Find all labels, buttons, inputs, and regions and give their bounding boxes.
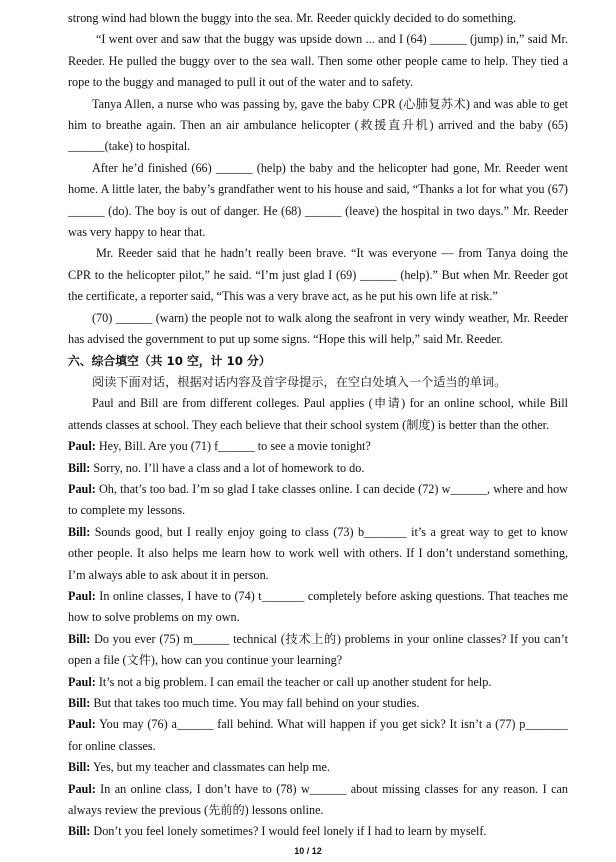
section-instruction: 阅读下面对话，根据对话内容及首字母提示，在空白处填入一个适当的单词。 [92, 374, 507, 389]
dialogue-line [68, 821, 568, 842]
dialogue-text: Do you ever (75) m______ technical (技术上的) problems in your online classes? If you can’t open a file (文件), how can you continue your learning? [68, 631, 568, 668]
dialogue-line [68, 629, 568, 672]
dialogue-line [68, 586, 568, 629]
dialogue-text: Don’t you feel lonely sometimes? I would feel lonely if I had to learn by myself. [90, 824, 487, 839]
paragraph-4: After he’d finished (66) ______ (help) the baby and the helicopter had gone, Mr. Reeder went home. A little later, the baby’s grandfather went to his house and said, “Thanks a lot for what you (67) ______ (do). The boy is out of danger. He (68) ______ (leave) the hospital in two days.” Mr. Reeder was very happy to hear that. [68, 160, 568, 240]
speaker-label: Bill: [68, 696, 91, 710]
dialogue-text: Hey, Bill. Are you (71) f______ to see a movie tonight? [95, 439, 371, 454]
dialogue-text: You may (76) a______ fall behind. What will happen if you get sick? It isn’t a (77) p_______ for online classes. [68, 717, 568, 753]
dialogue-text: Oh, that’s too bad. I’m so glad I take classes online. I can decide (72) w______, where and how to complete my lessons. [68, 481, 568, 518]
speaker-label: Paul: [68, 439, 96, 454]
paragraph-1: strong wind had blown the buggy into the sea. Mr. Reeder quickly decided to do something. [68, 11, 517, 25]
dialogue-line [68, 779, 568, 822]
dialogue-line [68, 458, 568, 479]
dialogue-text: Yes, but my teacher and classmates can help me. [90, 760, 330, 775]
section-heading: 六、综合填空（共 10 空，计 10 分） [68, 353, 271, 368]
dialogue-text: In an online class, I don’t have to (78) w______ about missing classes for any reason. I can always review the previous (先前的) lessons online. [68, 781, 568, 818]
paragraph-5: Mr. Reeder said that he hadn’t really been brave. “It was everyone — from Tanya doing the CPR to the helicopter pilot,” he said. “I’m just glad I (69) ______ (help).” But when Mr. Reeder got the certificate, a reporter said, “This was a very brave act, as he put his own life at risk.” [68, 246, 568, 304]
dialogue-text: But that takes too much time. You may fall behind on your studies. [90, 696, 420, 710]
dialogue-text: In online classes, I have to (74) t_______ completely before asking questions. That teaches me how to solve problems on my own. [68, 588, 568, 625]
page-number: 10 / 12 [294, 846, 322, 856]
speaker-label: Bill: [68, 631, 91, 646]
dialogue-line [68, 757, 568, 778]
page-text [68, 8, 568, 843]
speaker-label: Paul: [68, 674, 96, 689]
speaker-label: Bill: [68, 524, 91, 539]
speaker-label: Bill: [68, 460, 91, 475]
paragraph-2: “I went over and saw that the buggy was upside down ... and I (64) ______ (jump) in,” said Mr. Reeder. He pulled the buggy over to the sea wall. Then some other people came to help. They tied a rope to the buggy and managed to pull it out of the water and to safety. [68, 32, 568, 90]
dialogue-text: It’s not a big problem. I can email the teacher or call up another student for help. [95, 674, 492, 689]
dialogue-line [68, 714, 568, 757]
dialogue-text: Sounds good, but I really enjoy going to class (73) b_______ it’s a great way to get to know other people. It also helps me learn how to work well with others. If I don’t understand something, I’m always able to ask about it in person. [68, 524, 568, 582]
dialogue-line [68, 479, 568, 522]
dialogue-line [68, 672, 568, 693]
paragraph-3: Tanya Allen, a nurse who was passing by, gave the baby CPR (心肺复苏术) and was able to get him to breathe again. Then an air ambulance helicopter (救援直升机) arrived and the baby (65) ______(take) to hospital. [68, 96, 568, 154]
speaker-label: Bill: [68, 824, 91, 839]
speaker-label: Paul: [68, 717, 96, 732]
dialogue-intro: Paul and Bill are from different colleges. Paul applies (申请) for an online school, while Bill attends classes at school. They each believe that their school system (制度) is better than the other. [68, 396, 568, 432]
speaker-label: Paul: [68, 481, 96, 496]
dialogue [68, 436, 568, 843]
paragraph-6: (70) ______ (warn) the people not to walk along the seafront in very windy weather, Mr. Reeder has advised the government to put up some signs. “Hope this will help,” said Mr. Reeder. [68, 310, 568, 347]
speaker-label: Paul: [68, 588, 96, 603]
dialogue-line [68, 522, 568, 586]
speaker-label: Bill: [68, 760, 91, 775]
dialogue-text: Sorry, no. I’ll have a class and a lot of homework to do. [90, 460, 365, 475]
dialogue-line [68, 693, 568, 714]
speaker-label: Paul: [68, 781, 96, 796]
dialogue-line [68, 436, 568, 457]
